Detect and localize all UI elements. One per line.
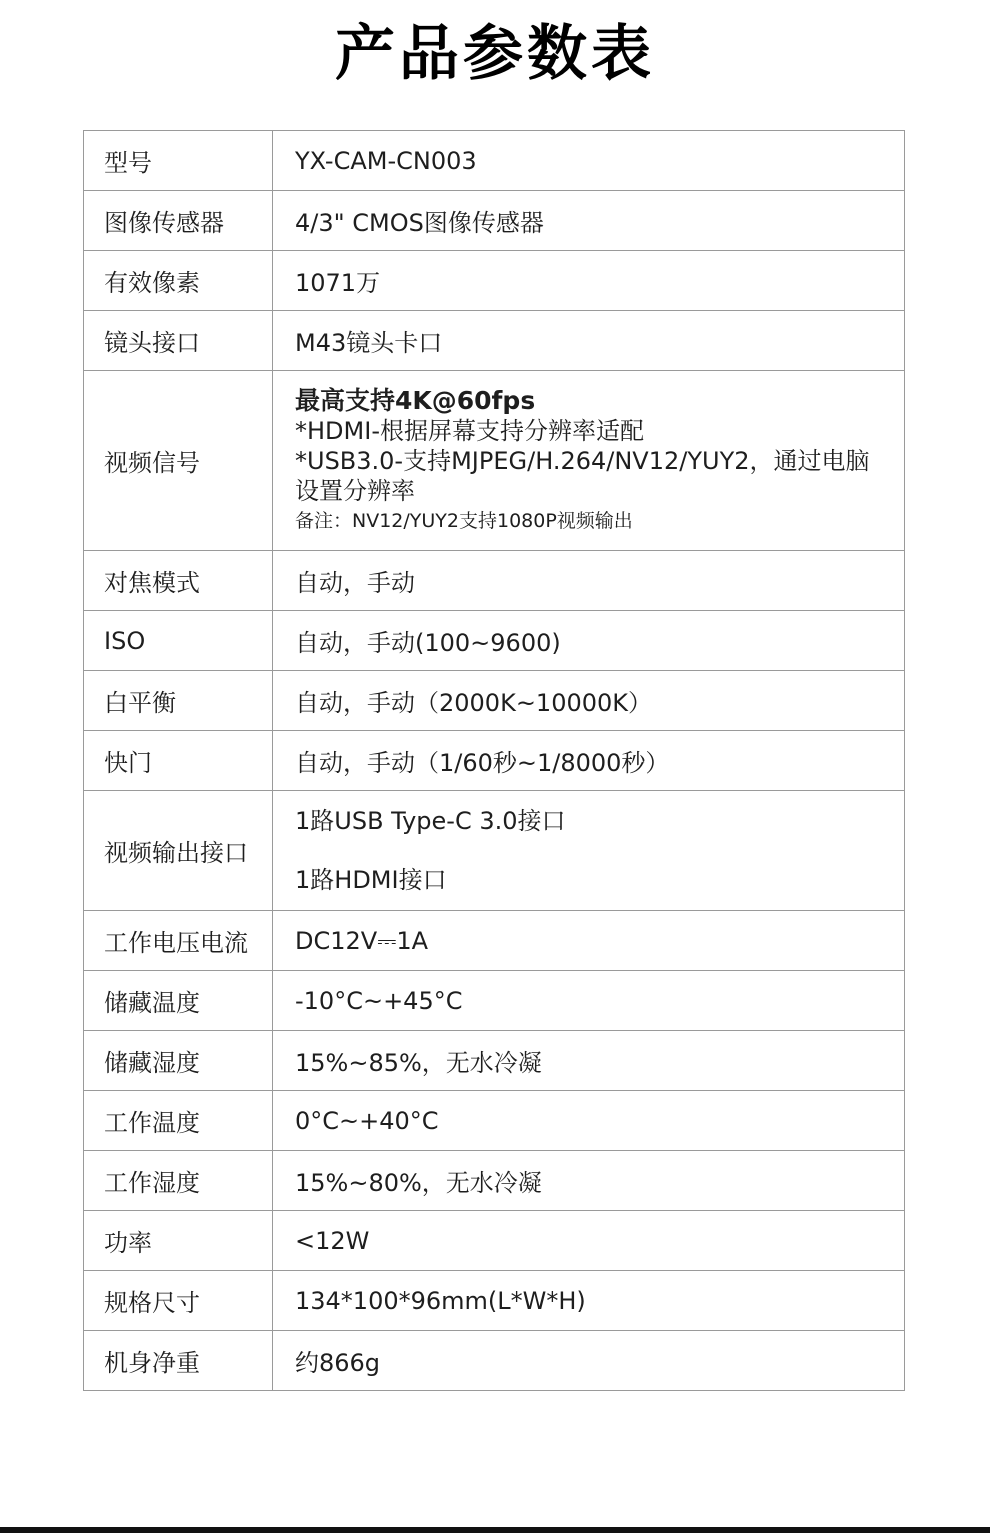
spec-row-power-input xyxy=(84,911,905,971)
spec-label: 工作温度 xyxy=(84,1091,273,1151)
spec-value: 134*100*96mm(L*W*H) xyxy=(273,1271,905,1331)
spec-row-model xyxy=(84,131,905,191)
spec-value: 自动，手动（1/60秒~1/8000秒） xyxy=(273,731,905,791)
spec-row-iso xyxy=(84,611,905,671)
spec-value: 约866g xyxy=(273,1331,905,1391)
video-signal-note: 备注：NV12/YUY2支持1080P视频输出 xyxy=(295,509,633,532)
spec-label: 有效像素 xyxy=(84,251,273,311)
spec-row-dimensions xyxy=(84,1271,905,1331)
spec-value: DC12V⎓1A xyxy=(273,911,905,971)
spec-label: 型号 xyxy=(84,131,273,191)
video-signal-hdmi: *HDMI-根据屏幕支持分辨率适配 xyxy=(295,416,644,445)
spec-label: 工作湿度 xyxy=(84,1151,273,1211)
spec-value: 自动，手动（2000K~10000K） xyxy=(273,671,905,731)
spec-label: 对焦模式 xyxy=(84,551,273,611)
spec-row-operating-temp xyxy=(84,1091,905,1151)
spec-value: 4/3" CMOS图像传感器 xyxy=(273,191,905,251)
spec-value: 自动，手动(100~9600) xyxy=(273,611,905,671)
spec-value: <12W xyxy=(273,1211,905,1271)
spec-row-shutter xyxy=(84,731,905,791)
spec-label: 工作电压电流 xyxy=(84,911,273,971)
spec-label: 机身净重 xyxy=(84,1331,273,1391)
spec-label: 储藏温度 xyxy=(84,971,273,1031)
spec-row-video-signal xyxy=(84,371,905,551)
spec-label: 视频信号 xyxy=(84,371,273,551)
spec-value-multiline xyxy=(273,791,905,911)
spec-label: 规格尺寸 xyxy=(84,1271,273,1331)
video-signal-headline: 最高支持4K@60fps xyxy=(295,385,536,415)
spec-row-storage-temp xyxy=(84,971,905,1031)
spec-label: 功率 xyxy=(84,1211,273,1271)
spec-label: ISO xyxy=(84,611,273,671)
spec-value: 15%~85%，无水冷凝 xyxy=(273,1031,905,1091)
spec-label: 镜头接口 xyxy=(84,311,273,371)
spec-row-lens-mount xyxy=(84,311,905,371)
video-output-usb: 1路USB Type-C 3.0接口 xyxy=(295,806,566,835)
spec-table xyxy=(83,130,905,1391)
spec-value: 0°C~+40°C xyxy=(273,1091,905,1151)
spec-row-power xyxy=(84,1211,905,1271)
spec-row-video-output xyxy=(84,791,905,911)
page-title: 产品参数表 xyxy=(335,19,655,89)
spec-row-focus xyxy=(84,551,905,611)
spec-label: 图像传感器 xyxy=(84,191,273,251)
spec-row-storage-humidity xyxy=(84,1031,905,1091)
spec-row-pixels xyxy=(84,251,905,311)
spec-value-multiline xyxy=(273,371,905,551)
video-output-hdmi: 1路HDMI接口 xyxy=(295,865,447,894)
spec-value: YX-CAM-CN003 xyxy=(273,131,905,191)
spec-value: -10°C~+45°C xyxy=(273,971,905,1031)
spec-label: 白平衡 xyxy=(84,671,273,731)
spec-row-weight xyxy=(84,1331,905,1391)
spec-row-sensor xyxy=(84,191,905,251)
spec-value: 自动，手动 xyxy=(273,551,905,611)
spec-label: 视频输出接口 xyxy=(84,791,273,911)
spec-row-operating-humidity xyxy=(84,1151,905,1211)
spec-value: M43镜头卡口 xyxy=(273,311,905,371)
spec-label: 快门 xyxy=(84,731,273,791)
bottom-divider xyxy=(0,1527,990,1533)
video-signal-usb: *USB3.0-支持MJPEG/H.264/NV12/YUY2，通过电脑设置分辨率 xyxy=(295,446,870,505)
spec-value: 15%~80%，无水冷凝 xyxy=(273,1151,905,1211)
spec-label: 储藏湿度 xyxy=(84,1031,273,1091)
spec-row-white-balance xyxy=(84,671,905,731)
spec-value: 1071万 xyxy=(273,251,905,311)
